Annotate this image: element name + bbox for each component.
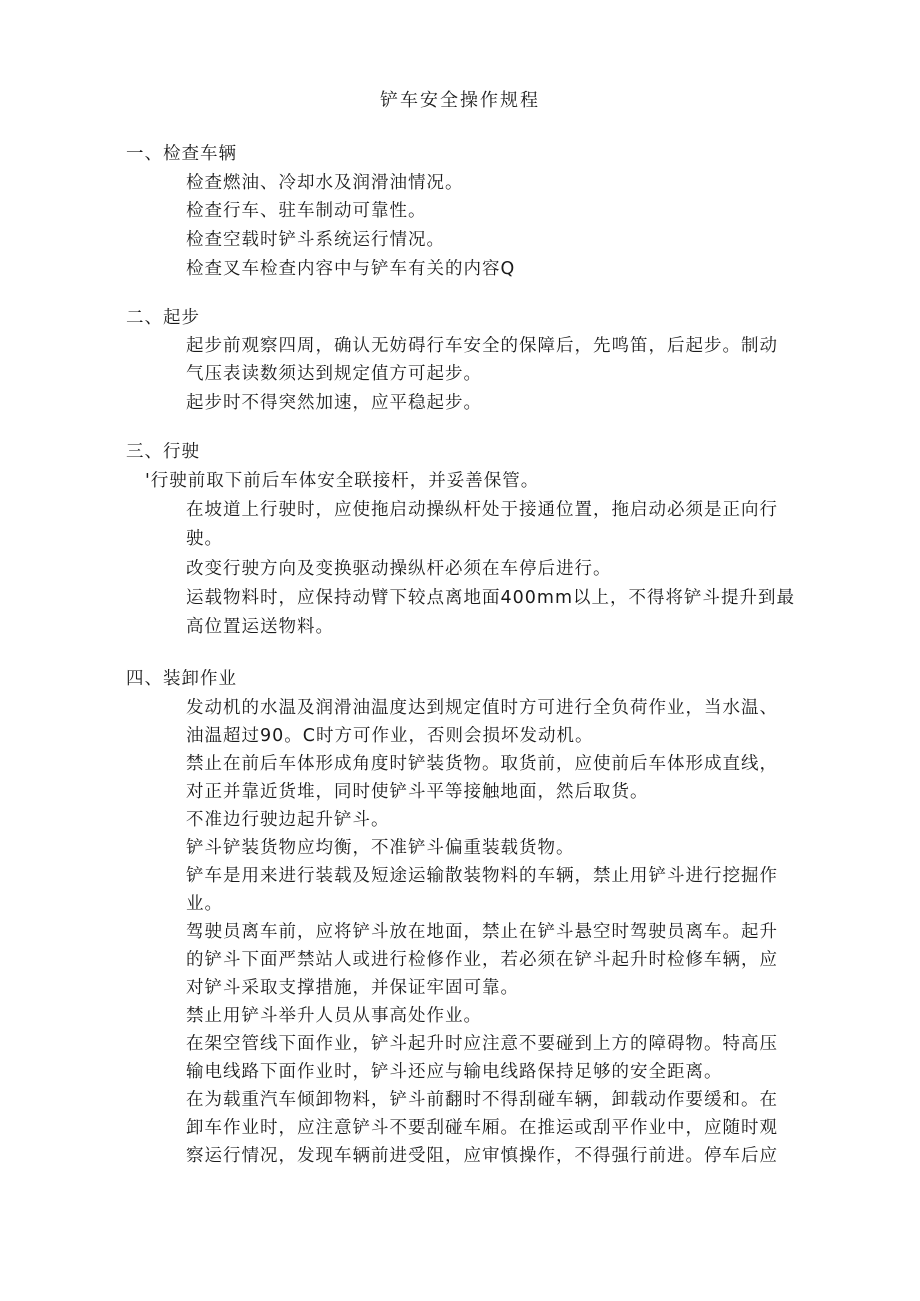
paragraph-line: 在为载重汽车倾卸物料，铲斗前翻时不得刮碰车辆，卸载动作要缓和。在 xyxy=(186,1090,778,1110)
paragraph-line: 气压表读数须达到规定值方可起步。 xyxy=(186,364,482,384)
paragraph-line: 在坡道上行驶时，应使拖启动操纵杆处于接通位置，拖启动必须是正向行 xyxy=(186,500,778,520)
paragraph-line: 油温超过90。C时方可作业，否则会损坏发动机。 xyxy=(186,726,594,746)
section-heading-inspect: 一、检查车辆 xyxy=(126,144,237,164)
paragraph-line: 发动机的水温及润滑油温度达到规定值时方可进行全负荷作业，当水温、 xyxy=(186,698,778,718)
paragraph-line: 起步前观察四周，确认无妨碍行车安全的保障后，先鸣笛，后起步。制动 xyxy=(186,336,778,356)
paragraph-line: '行驶前取下前后车体安全联接杆，并妥善保管。 xyxy=(145,471,540,491)
paragraph-line: 的铲斗下面严禁站人或进行检修作业，若必须在铲斗起升时检修车辆，应 xyxy=(186,950,778,970)
paragraph-line: 检查燃油、冷却水及润滑油情况。 xyxy=(186,173,464,193)
paragraph-line: 禁止用铲斗举升人员从事高处作业。 xyxy=(186,1006,482,1026)
paragraph-line: 察运行情况，发现车辆前进受阻，应审慎操作，不得强行前进。停车后应 xyxy=(186,1146,778,1166)
paragraph-line: 检查空载时铲斗系统运行情况。 xyxy=(186,230,445,250)
paragraph-line: 驶。 xyxy=(186,529,223,549)
paragraph-line: 在架空管线下面作业，铲斗起升时应注意不要碰到上方的障碍物。特高压 xyxy=(186,1034,778,1054)
paragraph-line: 铲车是用来进行装载及短途运输散装物料的车辆，禁止用铲斗进行挖掘作 xyxy=(186,866,778,886)
paragraph-line: 检查叉车检查内容中与铲车有关的内容Q xyxy=(186,259,516,279)
paragraph-line: 不准边行驶边起升铲斗。 xyxy=(186,810,390,830)
paragraph-line: 禁止在前后车体形成角度时铲装货物。取货前，应使前后车体形成直线， xyxy=(186,754,778,774)
paragraph-line: 对铲斗采取支撑措施，并保证牢固可靠。 xyxy=(186,978,519,998)
section-heading-start: 二、起步 xyxy=(126,308,200,328)
paragraph-line: 高位置运送物料。 xyxy=(186,617,334,637)
paragraph-line: 输电线路下面作业时，铲斗还应与输电线路保持足够的安全距离。 xyxy=(186,1062,723,1082)
page-title: 铲车安全操作规程 xyxy=(380,90,540,111)
paragraph-line: 运载物料时，应保持动臂下较点离地面400mm以上，不得将铲斗提升到最 xyxy=(186,588,795,608)
section-heading-drive: 三、行驶 xyxy=(126,442,200,462)
paragraph-line: 起步时不得突然加速，应平稳起步。 xyxy=(186,393,482,413)
section-heading-loading: 四、装卸作业 xyxy=(126,669,237,689)
paragraph-line: 铲斗铲装货物应均衡，不准铲斗偏重装载货物。 xyxy=(186,838,575,858)
paragraph-line: 对正并靠近货堆，同时使铲斗平等接触地面，然后取货。 xyxy=(186,782,649,802)
paragraph-line: 卸车作业时，应注意铲斗不要刮碰车厢。在推运或刮平作业中，应随时观 xyxy=(186,1118,778,1138)
paragraph-line: 检查行车、驻车制动可靠性。 xyxy=(186,201,427,221)
paragraph-line: 业。 xyxy=(186,894,223,914)
paragraph-line: 驾驶员离车前，应将铲斗放在地面，禁止在铲斗悬空时驾驶员离车。起升 xyxy=(186,922,778,942)
paragraph-line: 改变行驶方向及变换驱动操纵杆必须在车停后进行。 xyxy=(186,559,612,579)
